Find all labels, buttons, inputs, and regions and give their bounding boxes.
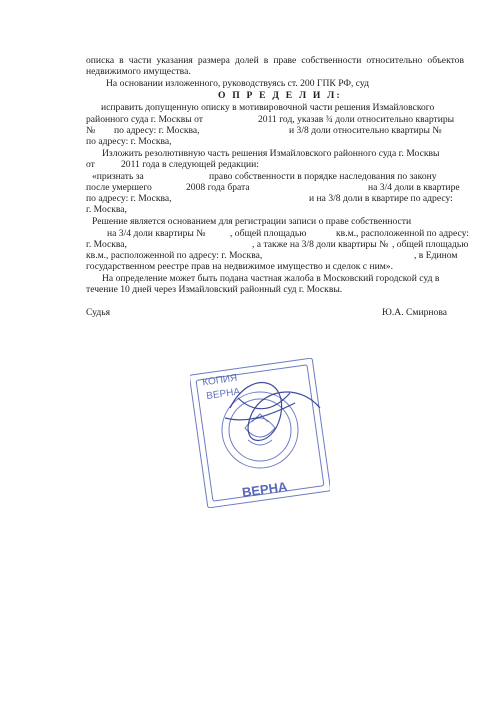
text-line: г. Москва,	[86, 239, 127, 250]
text-line: по адресу: г. Москва,	[86, 193, 172, 204]
text-line: от	[86, 159, 95, 170]
text-line: течение 10 дней через Измайловский районный суд г. Москвы.	[86, 284, 343, 295]
signature-name: Ю.А. Смирнова	[382, 307, 447, 318]
text-line: , в Едином	[414, 250, 458, 261]
text-line: на 3/4 доли квартиры №	[107, 228, 206, 239]
court-stamp	[190, 358, 330, 508]
text-line: Изложить резолютивную часть решения Измайловского районного суда г. Москвы	[102, 148, 440, 159]
text-line: государственном реестре прав на недвижимое имущество и сделок с ним».	[86, 261, 393, 272]
text-line: Решение является основанием для регистрации записи о праве собственности	[92, 216, 412, 227]
text-line: описка в части указания размера долей в праве собственности относительно объектов	[86, 55, 464, 66]
text-line: право собственности в порядке наследования по закону	[209, 171, 437, 182]
text-line: кв.м., расположенной по адресу: г. Москва,	[86, 250, 263, 261]
text-line: , общей площадью	[230, 228, 307, 239]
text-line: и 3/8 доли относительно квартиры №	[289, 125, 442, 136]
text-line: На основании изложенного, руководствуясь ст. 200 ГПК РФ, суд	[106, 78, 369, 89]
text-line: исправить допущенную описку в мотивировочной части решения Измайловского	[101, 102, 435, 113]
signature-role: Судья	[86, 307, 111, 318]
text-line: 2011 год, указав ¾ доли относительно квартиры	[258, 114, 455, 125]
section-heading: О П Р Е Д Е Л И Л:	[218, 90, 342, 101]
text-line: 2011 года в следующей редакции:	[121, 159, 259, 170]
text-line: На определение может быть подана частная жалоба в Московский городской суд в	[102, 273, 440, 284]
stamp-top-text: КОПИЯ	[201, 372, 239, 389]
text-line: , общей площадью	[392, 239, 469, 250]
text-line: №	[86, 125, 96, 136]
handwritten-signature	[225, 383, 320, 441]
text-line: 2008 года брата	[186, 182, 250, 193]
text-line: и на 3/8 доли в квартире по адресу:	[309, 193, 453, 204]
text-line: «признать за	[92, 171, 144, 182]
stamp-bottom-text: ВЕРНА	[241, 478, 289, 500]
text-line: недвижимого имущества.	[86, 66, 191, 77]
text-line: , а также на 3/8 доли квартиры №	[252, 239, 389, 250]
stamp-mid-text: ВЕРНА	[205, 386, 241, 403]
text-line: по адресу: г. Москва,	[86, 136, 172, 147]
text-line: г. Москва,	[86, 204, 127, 215]
text-line: на 3/4 доли в квартире	[368, 182, 460, 193]
text-line: кв.м., расположенной по адресу:	[336, 228, 469, 239]
text-line: после умершего	[86, 182, 152, 193]
text-line: районного суда г. Москвы от	[86, 114, 203, 125]
text-line: по адресу: г. Москва,	[114, 125, 200, 136]
